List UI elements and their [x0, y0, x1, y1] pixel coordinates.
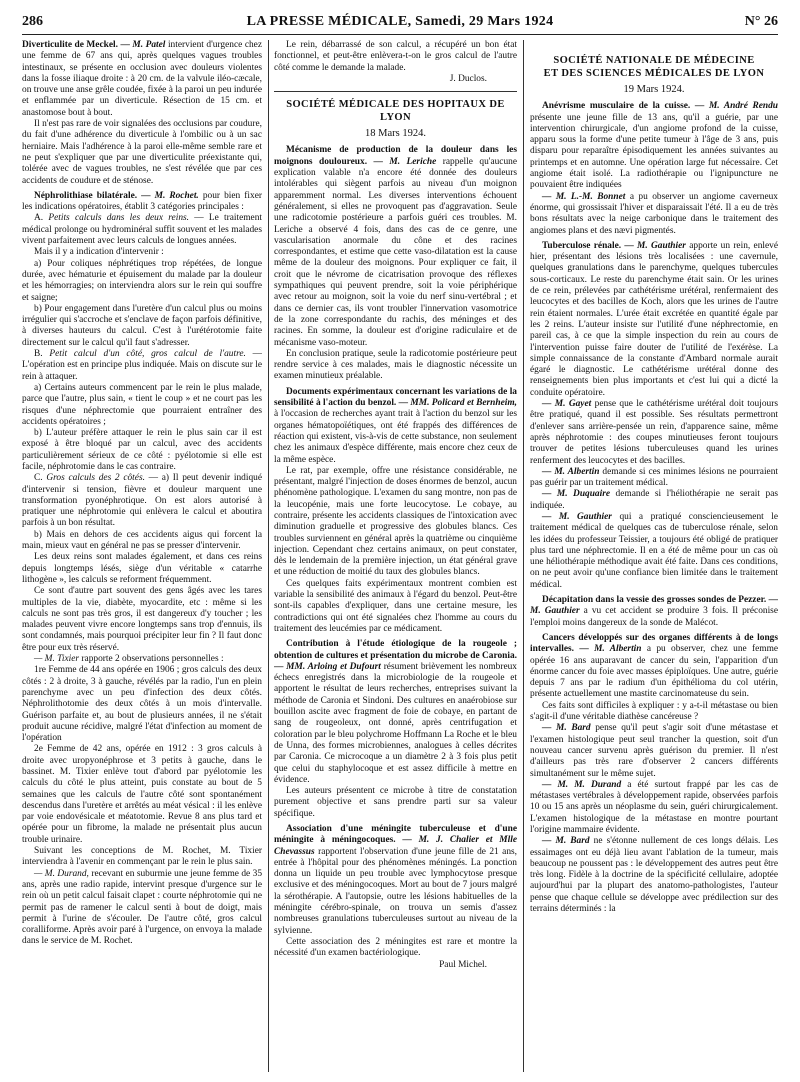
- column-separator: [268, 40, 269, 1072]
- paragraph: Suivant les conceptions de M. Rochet, M. Tixier interviendra à l'avenir en commençant par le rein le plus sain.: [22, 846, 262, 868]
- article-title: Anévrisme musculaire de la cuisse. —: [542, 101, 705, 112]
- paragraph-text: apporte un rein, enlevé hier, présentant des lésions très localisées : une cavernule, quelques granulations dans le parenchyme, quelques tubercules sous-corticaux. Le reste du parenchyme était sain. Or les urines de ce rein, prélevées par cathétérisme urétéral, renfermaient des leucocytes et des bacilles de Koch, alors que les urines de l'autre rein étaient normales. L'urée était excrétée en quantité égale par les 2 reins. L'auteur insiste sur l'utilité d'une néphrectomie, en pareil cas, à ce que la simple inspection du rein au cours de l'intervention puisse faire douter de l'utilité de l'exérèse. La simple connaissance de la constante d'Ambard normale aurait égaré le diagnostic. Le cathétérisme urétéral donne des renseignements bien plus importants et c'est lui qui a dicté la conduite opératoire.: [530, 240, 778, 398]
- author: M. Gauthier: [637, 240, 686, 251]
- section-heading: SOCIÉTÉ MÉDICALE DES HOPITAUX DE LYON: [286, 99, 505, 124]
- author: — M. Tixier: [34, 654, 80, 665]
- paragraph-text: a été surtout frappé par les cas de métastases vertébrales à développement rapide, observées parfois 10 ou 15 ans après un néoplasme du sein, guéri chirurgicalement. L'examen histologique de la métastase en montre pourtant l'origine mammaire évidente.: [530, 779, 778, 835]
- subheading: Petits calculs dans les deux reins.: [48, 213, 190, 224]
- paragraph-text: demande si ces minimes lésions ne pourraient pas guérir par un traitement médical.: [530, 466, 778, 489]
- author: — M. Albertin: [542, 466, 600, 477]
- paragraph-text: a vu cet accident se produire 3 fois. Il préconise l'emploi moins dangereux de la sonde de Malécot.: [530, 606, 778, 628]
- author: — M. L.-M. Bonnet: [542, 191, 626, 202]
- section-heading: [530, 54, 778, 80]
- paragraph: Cette association des 2 méningites est rare et montre la nécessité d'un examen bactériologique.: [274, 936, 517, 959]
- paragraph: b) Pour engagement dans l'uretère d'un calcul plus ou moins irrégulier qui s'accroche et s'enclave de façon parfois définitive, à diverses hauteurs du calcul. C'est à l'urétérotomie faite directement sur le calcul qu'il faut s'adresser.: [22, 303, 262, 348]
- author: — M. Durand,: [34, 868, 89, 879]
- author: M. Gauthier: [530, 606, 580, 617]
- article-title: Néphrolithiase bilatérale. —: [34, 190, 151, 201]
- paragraph-text: présente une jeune fille de 13 ans, qu'il a guérie, par une intervention chirurgicale, d'un angiome profond de la cuisse, apparu sous la forme d'une petite tumeur à l'âge de 3 ans, puis disparu pour reparaître épisodiquement les années suivantes au printemps et en automne. Une opération large fut nécessaire. Cet angiome était isolé. La radiothérapie ou l'ignipuncture ne pouvaient être indiquées: [530, 112, 778, 191]
- author: — M. Gauthier: [542, 511, 612, 522]
- journal-title: LA PRESSE MÉDICALE, Samedi, 29 Mars 1924: [246, 14, 554, 29]
- paragraph: [530, 489, 778, 512]
- paragraph: [22, 869, 262, 948]
- signature: J. Duclos.: [449, 73, 487, 84]
- paragraph-text: pense qu'il peut s'agir soit d'une métastase et l'examen histologique peut seul trancher la question, soit d'un nouveau cancer survenu après guérison du premier. Il n'est d'ailleurs pas très rare d'observer 2 cancers différents simultanément sur le même sujet.: [530, 723, 778, 779]
- article-title: Tuberculose rénale. —: [542, 240, 634, 251]
- article-leriche: [274, 145, 517, 348]
- author: — M. M. Durand: [542, 779, 622, 790]
- author: MM. Arloing et Dufourt: [286, 661, 381, 672]
- page-number: 286: [22, 14, 43, 29]
- paragraph: Le rein, débarrassé de son calcul, a récupéré un bon état fonctionnel, et peut-être enlèvera-t-on le gros calcul de l'autre côté comme le demande la malade.: [274, 40, 517, 73]
- article-cancers: [530, 633, 778, 701]
- paragraph: Ce sont d'autre part souvent des gens âgés avec les tares multiples de la vie, diabète, myocardite, etc : même si les calculs ne sont pas très gros, il est dangereux d'y toucher ; les malades peuvent vivre encore longtemps sans trop d'ennuis, ils sont condamnés, mais pourquoi précipiter leur fin ? Il faut donc être pour eux très réservé.: [22, 586, 262, 653]
- paragraph: [22, 654, 262, 665]
- paragraph-text: résument brièvement les nombreux échecs enregistrés dans la microbiologie de la rougeole et apportent le résultat de leurs recherches, entreprises suivant la méthode de Caronia et Sindoni. Des cultures en anaérobiose sur bouillon ascite avec fragment de foie de cobaye, en partant de sang de rougeoleux, ont donné, après centrifugation et coloration par le bleu polychrome Hoffmann La Roche et le bleu de Unna, des formes microbiennes, analogues à celles décrites par Caronia. Ce microcoque a un diamètre 2 à 3 fois plus petit que celui du staphylocoque et est assez difficile à mettre en évidence.: [274, 661, 517, 785]
- article-title: Association d'une méningite tuberculeuse et d'une méningite à méningocoques. —: [274, 824, 517, 846]
- author: — M. Duquaire: [542, 489, 611, 500]
- article-meningite: [274, 824, 517, 937]
- author: M. Rochet.: [154, 190, 199, 201]
- paragraph: [22, 213, 262, 247]
- page-header: [22, 14, 778, 30]
- paragraph-text: rappelle qu'aucune explication valable n'a encore été donnée des douleurs intolérables qui siègent parfois au niveau d'un moignon apparemment normal. Les diverses interventions échouent généralement, si elles ne provoquent pas d'aggravation. Seule une radicotomie postérieure a parfois guéri ces troubles. M. Leriche a observé 4 fois, dans des cas de ce genre, une vascularisation anormale du cône et des racines correspondantes, et estime que cette vaso-dilatation est la cause même de la douleur des moignons. Pour expliquer ce fait, il croit que le névrome de cicatrisation provoque des réflexes sympathiques qui peuvent prendre, soit la voie périphérique avec retour au moignon, soit la voie du nerf sinu-vertébral ; et dans ce dernier cas, ils vont troubler l'innervation vasomotrice de la zone correspondante du rachis, des méninges et des racines. En somme, la douleur est d'origine radiculaire et de mécanisme vaso-moteur.: [274, 156, 517, 348]
- paragraph: [530, 512, 778, 591]
- article-anevrisme: [530, 101, 778, 191]
- paragraph-text: recevant en suburmie une jeune femme de 35 ans, après une radio rapide, intervint presque d'urgence sur le rein où un petit calcul faisait clapet : courte néphrotomie qui ne permit pas de ramener le calcul senti à bout de doigt, mais permit à l'urine de s'écouler. De l'autre côté, gros calcul coralliforme. Après avoir paré à l'urgence, on envoya la malade dans le service de M. Rochet.: [22, 868, 262, 947]
- article-title: Contribution à l'étude étiologique de la rougeole ; obtention de cultures et présentation du microbe de Caronia. —: [274, 639, 517, 672]
- section-date: 19 Mars 1924.: [623, 84, 685, 95]
- section-heading-line: SOCIÉTÉ NATIONALE DE MÉDECINE: [553, 55, 755, 66]
- paragraph: b) Mais en dehors de ces accidents aigus qui forcent la main, mieux vaut en général ne pas se presser d'intervenir.: [22, 529, 262, 552]
- paragraph: a) Certains auteurs commencent par le rein le plus malade, parce que l'autre, plus sain, « tient le coup » et ne court pas les risques d'une néphrectomie que pourraient entraîner des accidents opératoires ;: [22, 382, 262, 427]
- paragraph: 2e Femme de 42 ans, opérée en 1912 : 3 gros calculs à droite avec uropyonéphrose et 3 petits à gauche, dans le bassinet. M. Tixier enlève tout d'abord par pyélotomie les calculs du côté le plus atteint, puis constate au bout de 5 semaines que les calculs de l'autre côté sont spontanément descendus dans l'uretère et arrêtés au méat vésical : il les enlève par voie endovésicale et méatotomie. Revue 8 ans plus tard et opérée pour un fibrome, la malade ne présentait plus aucun trouble urinaire.: [22, 744, 262, 845]
- paragraph: Mais il y a indication d'intervenir :: [34, 247, 164, 258]
- paragraph: [530, 780, 778, 836]
- paragraph-text: a pu observer, chez une femme opérée 16 ans auparavant de cancer du sein, l'apparition d'un énorme cancer du foie avec masses épiploïques. Une autre, guérie depuis 7 ans par le radium d'un épithélioma du col utérin, présente actuellement une mastite carcinomateuse du sein.: [530, 644, 778, 700]
- paragraph: b) L'auteur préfère attaquer le rein le plus sain car il est exposé à être bloqué par un calcul, avec des accidents particulièrement sérieux de ce côté : pyélotomie si elle est facile, néphrotomie dans le cas contraire.: [22, 428, 262, 472]
- paragraph: [530, 399, 778, 467]
- paragraph: a) Pour coliques néphrétiques trop répétées, de longue durée, avec hématurie et épuisement du malade par la douleur et les hémorragies; on interviendra alors sur le rein qui souffre et saigne;: [22, 258, 262, 303]
- section-divider: [274, 91, 517, 92]
- article-meckel: [22, 40, 262, 119]
- signature: Paul Michel.: [439, 959, 487, 970]
- paragraph-text: — L'opération est en principe plus indiquée. Mais on discute sur le rein à attaquer.: [22, 349, 262, 382]
- paragraph: [530, 467, 778, 490]
- issue-number: N° 26: [744, 14, 778, 29]
- paragraph: [530, 192, 778, 237]
- subheading: Petit calcul d'un côté, gros calcul de l'autre.: [49, 349, 246, 360]
- paragraph-text: demande si l'héliothérapie ne serait pas indiquée.: [530, 489, 778, 511]
- paragraph-text: pense que le cathétérisme urétéral doit toujours être pratiqué, quand il est possible. Ses résultats permettront d'enlever sans arrière-pensée un rein, d'apparence saine, même après néphrotomie : des coupes minutieuses feront toujours trouver de petites lésions tuberculeuses quand les urines renferment des leucocytes et des bacilles.: [530, 399, 778, 466]
- paragraph-text: rapporte 2 observations personnelles :: [81, 654, 224, 665]
- author: M. Patel: [132, 40, 166, 50]
- paragraph: Les auteurs présentent ce microbe à titre de constatation purement objective et sans prendre parti sur sa valeur spécifique.: [274, 786, 517, 819]
- author: — M. Bard: [542, 836, 590, 847]
- header-rule: [22, 34, 778, 35]
- author: M. J. Chalier et Mlle Chevassus: [274, 835, 517, 857]
- paragraph: Ces quelques faits expérimentaux montrent combien est variable la sensibilité des animaux à l'égard du benzol. Peut-être sont-ils capables d'expliquer, dans une certaine mesure, les contradictions qui ont été signalées chez l'homme au cours du traitement des leucémies par ce médicament.: [274, 578, 517, 634]
- paragraph: 1re Femme de 44 ans opérée en 1906 ; gros calculs des deux côtés : 2 à droite, 3 à gauche, révélés par la radio, l'un en plein parenchyme avec un peu d'infection des deux côtés. Néphrolithotomie des deux côtés à un mois d'intervalle. Guérison parfaite et, au bout de plusieurs années, il ne s'était produit aucune récidive, malgré l'état d'infection au moment de l'opération: [22, 665, 262, 744]
- paragraph-text: à l'occasion de recherches ayant trait à l'action du benzol sur les organes hématopoïétiques, ont été frappés des différences de réaction qui existent, vis-à-vis de cette substance, non seulement chez les animaux d'espèce différente, mais encore chez ceux de la même espèce.: [274, 409, 517, 465]
- paragraph: En conclusion pratique, seule la radicotomie postérieure peut rendre service à ces malades, mais le diagnostic nécessite un examen minutieux préalable.: [274, 348, 517, 382]
- paragraph-text: — Le traitement médical prolonge ou hydrominéral suffit souvent et les malades vivent parfaitement avec leurs calculs de longues années.: [22, 213, 262, 247]
- paragraph-text: a pu observer un angiome caverneux énorme, qui grossissait l'hiver et disparaissait l'été. Il a eu de très bons résultats avec la neige carbonique dans le traitement des angiomes plans et des nævi pigmentés.: [530, 191, 778, 236]
- author: M. Leriche: [389, 156, 437, 167]
- article-benzol: [274, 387, 517, 466]
- column-left: [22, 40, 262, 1072]
- article-pezzer: [530, 595, 778, 629]
- paragraph: [530, 723, 778, 779]
- section-heading-line: ET DES SCIENCES MÉDICALES DE LYON: [543, 68, 765, 79]
- column-right: [530, 40, 778, 1072]
- paragraph: pour bien fixer les indications opératoires, établit 3 catégories principales :: [22, 190, 262, 213]
- paragraph: intervient d'urgence chez une femme de 67 ans qui, après quelques vagues troubles intestinaux, se présente en occlusion avec douleurs violentes dans la fosse iliaque droite : à 20 cm. de la valvule iléo-cæcale, on trouve une anse grêle coudée, fixée à la paroi un peu indurée et enflammée par un diverticule. Résection de 15 cm. et anastomose bout à bout.: [22, 40, 262, 118]
- column-separator: [523, 40, 524, 1072]
- author: — M. Bard: [542, 723, 591, 734]
- subheading: Gros calculs des 2 côtés.: [46, 473, 145, 484]
- article-nephrolithiase: [22, 191, 262, 214]
- list-label: C.: [34, 473, 43, 484]
- article-tuberculose-renale: [530, 241, 778, 399]
- article-title: Décapitation dans la vessie des grosses sondes de Pezzer. —: [542, 595, 778, 606]
- list-label: A.: [34, 213, 44, 224]
- paragraph-text: qui a pratiqué consciencieusement le traitement médical de quelques cas de tuberculose rénale, selon les idées du professeur Teissier, a toujours été obligé de pratiquer plus tard une néphrectomie. Il en a été de même pour un cas où une héliothérapie méthodique avait été faite. Dans ces conditions, on ne peut avoir qu'une confiance bien limitée dans le traitement médical.: [530, 511, 778, 590]
- list-label: B.: [34, 349, 43, 360]
- paragraph: [22, 349, 262, 383]
- paragraph: Ces faits sont difficiles à expliquer : y a-t-il métastase ou bien s'agit-il d'une véritable diathèse cancéreuse ?: [530, 700, 778, 723]
- article-title: Cancers développés sur des organes différents à de longs intervalles. —: [530, 632, 778, 655]
- paragraph: [530, 836, 778, 915]
- paragraph-text: ne s'étonne nullement de ces longs délais. Les essaimages ont eu déjà lieu avant l'ablation de la tumeur, mais beaucoup ne poussent pas : le développement des autres peut être très long. Fidèle à la doctrine de la spécificité cellulaire, adoptée aujourd'hui par la plupart des anatomo-pathologistes, l'auteur pense que chaque cellule se développe avec prédilection sur des terrains déterminés : la: [530, 836, 778, 915]
- article-title: Documents expérimentaux concernant les variations de la sensibilité à l'action du benzol. —: [274, 386, 517, 409]
- article-title: Diverticulite de Meckel. —: [22, 40, 130, 50]
- article-title: Mécanisme de production de la douleur dans les moignons douloureux. —: [274, 145, 517, 167]
- paragraph: Le rat, par exemple, offre une résistance considérable, ne présentant, malgré l'injection de doses énormes de benzol, aucun phénomène pathologique. L'examen du sang montre, non pas de la leucopénie, mais une forte leucocytose. Le cobaye, au contraire, présente les accidents classiques de l'intoxication avec diminution graduelle et progressive des globules blancs. Ces troubles surviennent en général après la quatrième ou cinquième injection. Cependant chez certains animaux, on peut constater, dès le lendemain de la première injection, un état général grave et une réduction de moitié du taux des globules blancs.: [274, 465, 517, 578]
- paragraph: Les deux reins sont malades également, et dans ces reins depuis longtemps lésés, siège d'un véritable « catarrhe lithogène », les calculs se reforment fréquemment.: [22, 552, 262, 585]
- paragraph-text: rapportent l'observation d'une jeune fille de 21 ans, entrée à l'hôpital pour des phénomènes méningés. La ponction donna un liquide un peu trouble avec lymphocytose presque exclusive et des méningocoques. Mort au bout de 7 jours malgré la sérothérapie. A l'autopsie, outre les lésions habituelles de la méningite cérébro-spinale, on trouva un semis d'assez nombreuses granulations tuberculeuses surtout au niveau de la sylvienne.: [274, 846, 517, 936]
- author: MM. Policard et Bernheim,: [410, 398, 517, 409]
- paragraph: Il n'est pas rare de voir signalées des occlusions par coudure, du fait d'une adhérence du diverticule à l'ombilic ou à un sac herniaire. Mais l'adhérence à la paroi elle-même semble rare et ne peut s'expliquer que par une diverticulite préexistante qui, tolérée avec de vagues troubles, ne s'est révélée que par ces accidents de coudure et de sténose.: [22, 119, 262, 186]
- author: — M. Gayet: [542, 399, 592, 410]
- article-rougeole: [274, 639, 517, 786]
- section-date: 18 Mars 1924.: [365, 128, 426, 140]
- author: M. Albertin: [594, 644, 642, 655]
- column-middle: [274, 40, 517, 1072]
- paragraph: [22, 473, 262, 529]
- paragraph-text: — a) Il peut devenir indiqué d'intervenir si tension, fièvre et douleur marquent une transformation pyonéphrotique. On est alors autorisé à pratiquer une néphrotomie qui enlèvera le calcul et aboutira parfois à un bon résultat.: [22, 473, 262, 529]
- author: M. André Rendu: [708, 101, 778, 112]
